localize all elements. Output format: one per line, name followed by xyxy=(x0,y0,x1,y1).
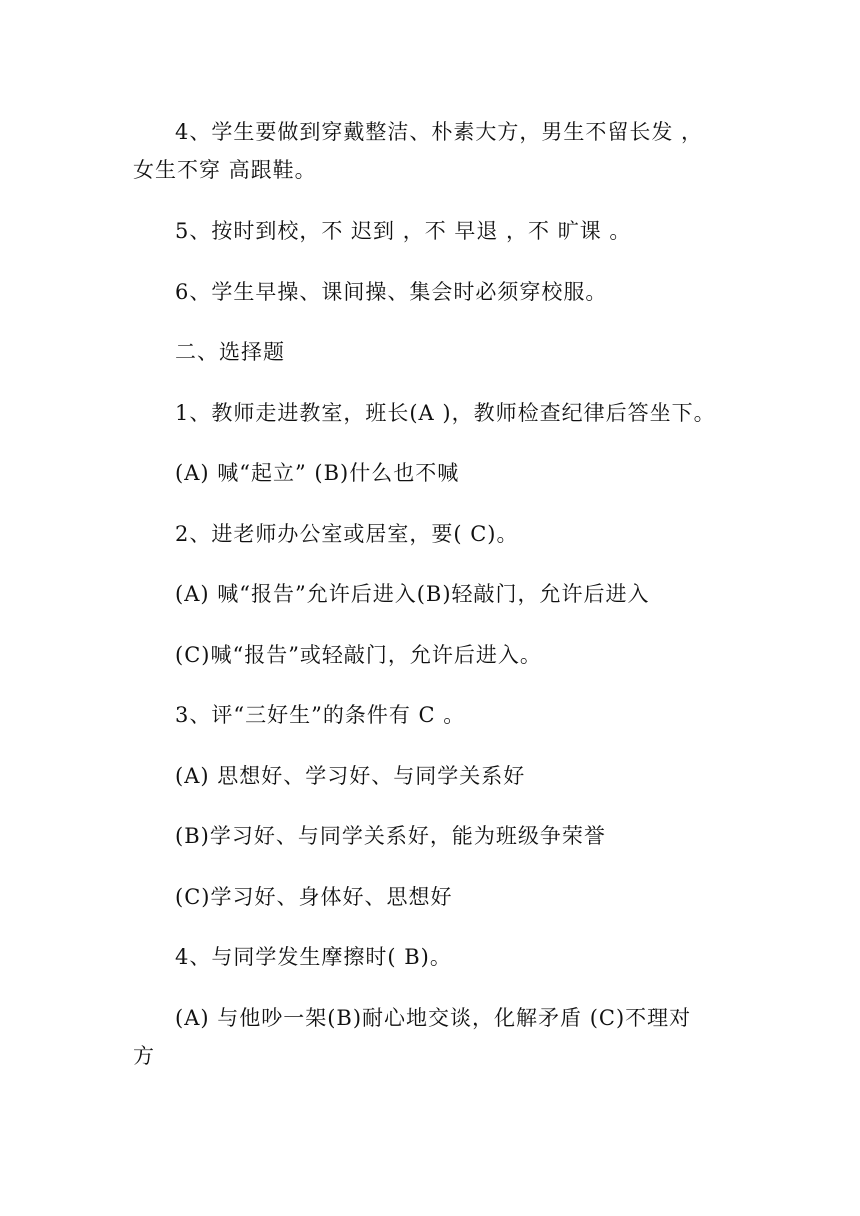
question-2-options-ab: (A) 喊“报告”允许后进入(B)轻敲门，允许后进入 xyxy=(175,582,650,606)
question-4-options-line-2: 方 xyxy=(133,1044,155,1068)
question-1-options: (A) 喊“起立” (B)什么也不喊 xyxy=(175,461,460,485)
question-2: 2、进老师办公室或居室，要( C)。 xyxy=(175,522,519,546)
question-3-option-a: (A) 思想好、学习好、与同学关系好 xyxy=(175,764,526,788)
question-4: 4、与同学发生摩擦时( B)。 xyxy=(175,945,452,969)
rule-4-line-1: 4、学生要做到穿戴整洁、朴素大方，男生不留长发 ， xyxy=(175,120,704,144)
question-3: 3、评“三好生”的条件有 C 。 xyxy=(175,703,466,727)
question-1: 1、教师走进教室，班长(A )，教师检查纪律后答坐下。 xyxy=(175,401,716,425)
section-heading-choice: 二、选择题 xyxy=(175,340,285,364)
question-3-option-c: (C)学习好、身体好、思想好 xyxy=(175,885,453,909)
rule-4-line-2: 女生不穿 高跟鞋。 xyxy=(133,158,317,182)
question-4-options-line-1: (A) 与他吵一架(B)耐心地交谈，化解矛盾 (C)不理对 xyxy=(175,1006,692,1030)
question-3-option-b: (B)学习好、与同学关系好，能为班级争荣誉 xyxy=(175,824,606,848)
question-2-option-c: (C)喊“报告”或轻敲门，允许后进入。 xyxy=(175,643,542,667)
rule-6: 6、学生早操、课间操、集会时必须穿校服。 xyxy=(175,280,608,304)
rule-5: 5、按时到校，不 迟到 ，不 早退 ，不 旷课 。 xyxy=(175,219,632,243)
